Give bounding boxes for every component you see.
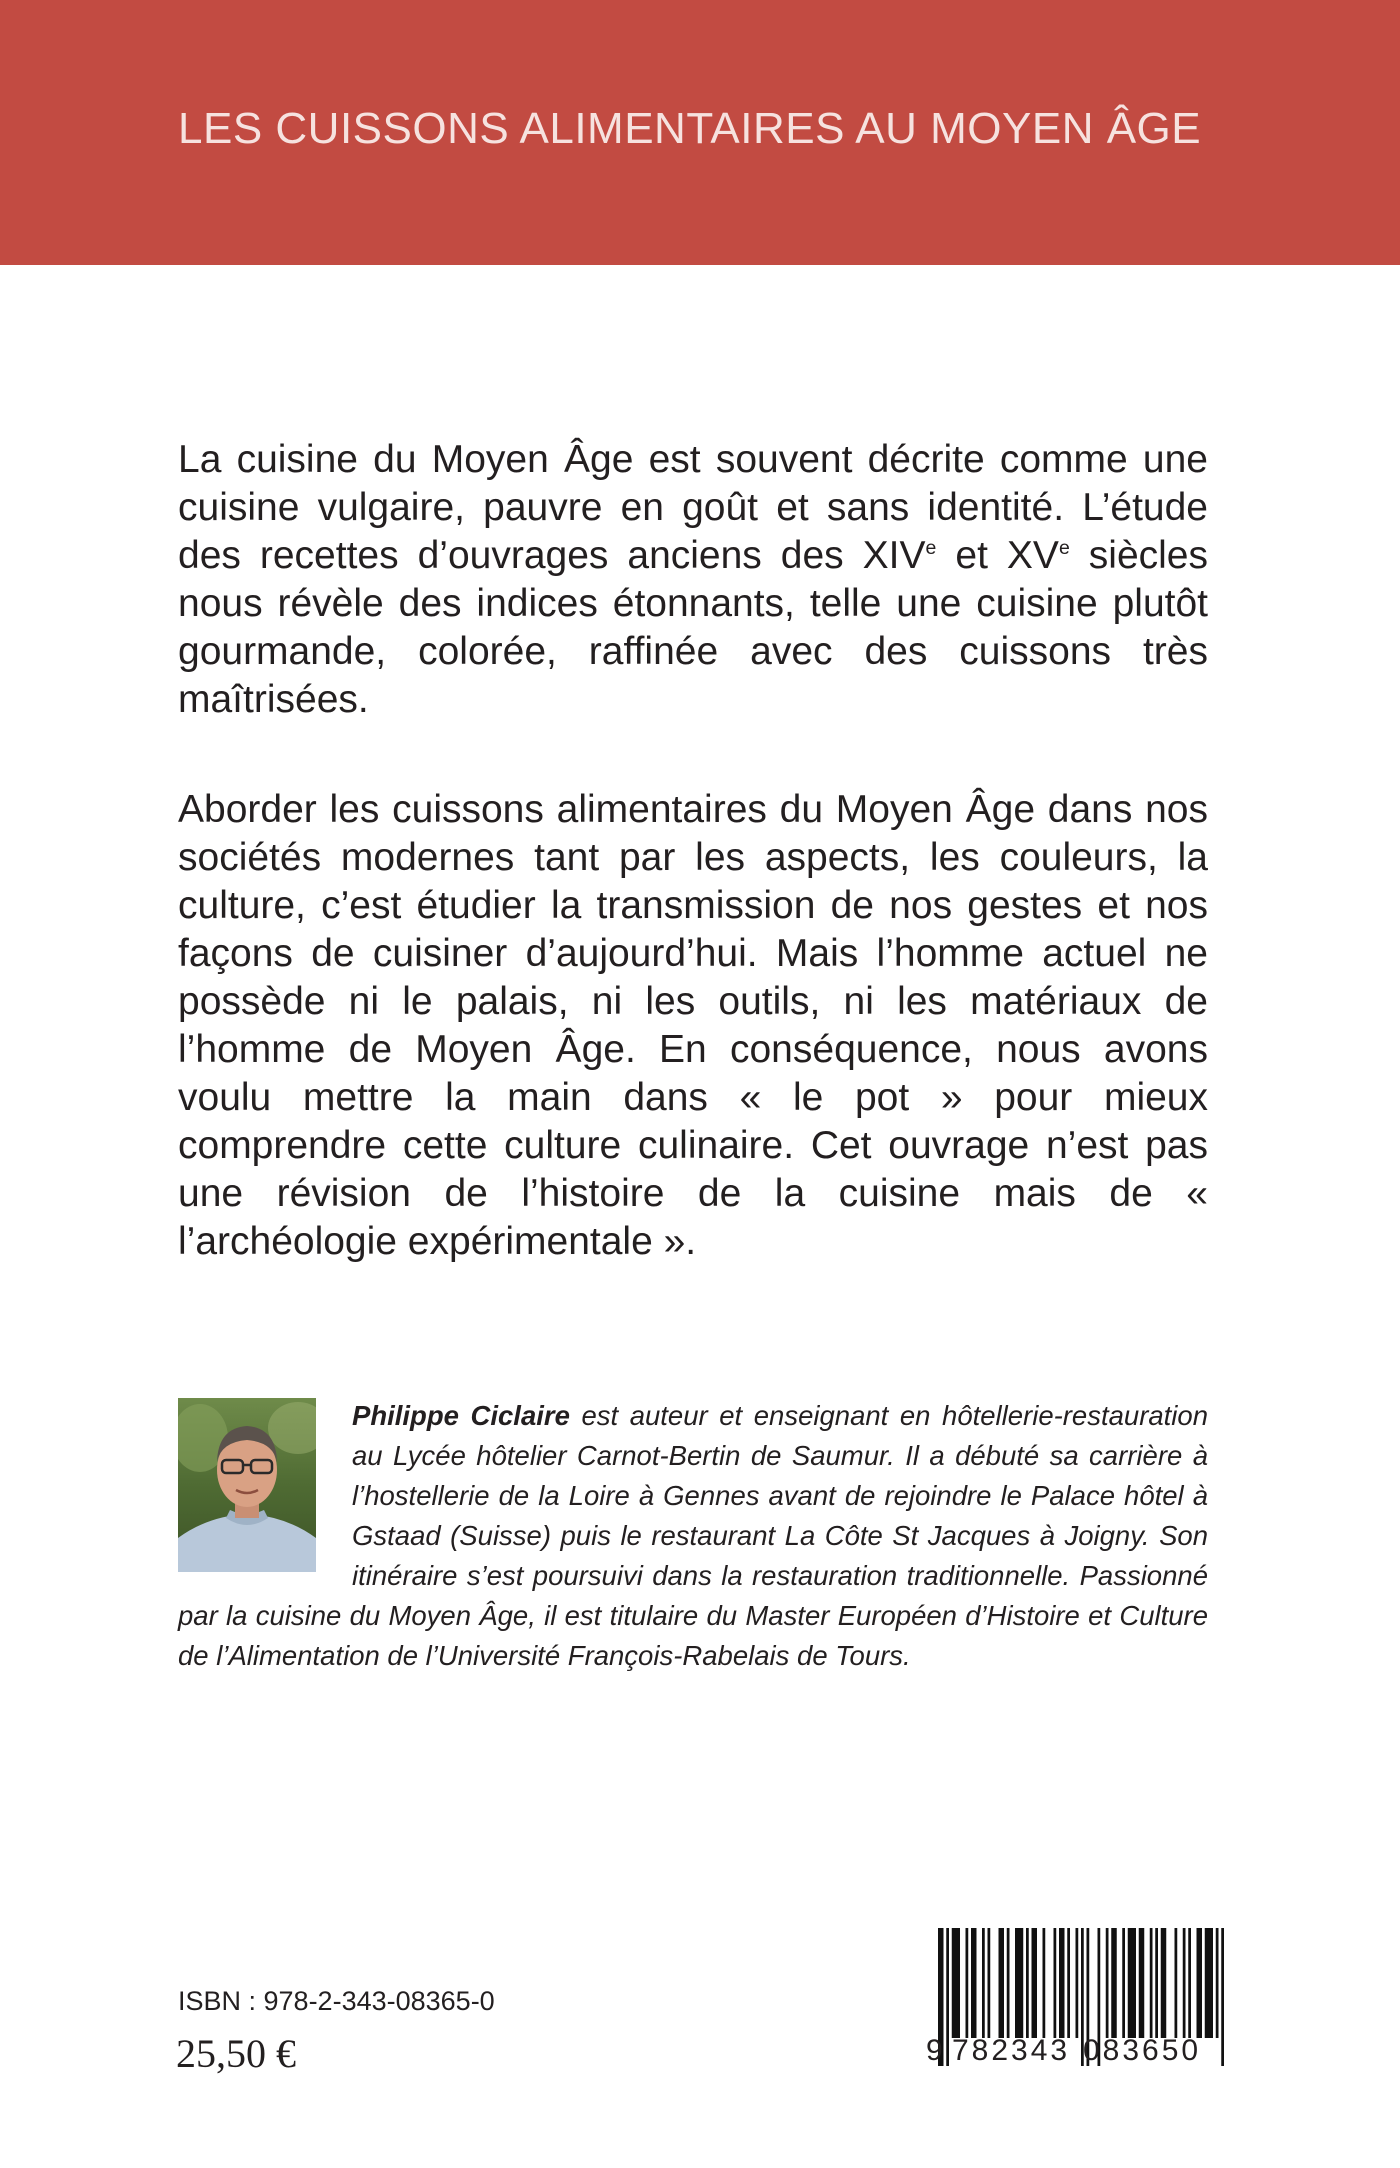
- barcode-lead-digit: 9: [926, 2034, 943, 2067]
- barcode-bar: [982, 1928, 985, 2038]
- barcode-bar: [1188, 1928, 1191, 2038]
- barcode-bar: [1183, 1928, 1186, 2038]
- blurb-text-part: siècles nous révèle des indices étonnants, telle une cuisine plutôt gourmande, colorée, raffinée avec des cuissons très maîtrisées.: [178, 534, 1208, 721]
- barcode-bar: [1155, 1928, 1158, 2038]
- barcode-bar: [966, 1928, 969, 2038]
- barcode-bar: [1111, 1928, 1117, 2038]
- barcode-bar: [971, 1928, 977, 2038]
- barcode-bar: [1161, 1928, 1167, 2038]
- barcode-bar: [1032, 1928, 1038, 2038]
- barcode-bar: [1221, 1928, 1224, 2066]
- barcode-right-group: 083650: [1083, 2034, 1202, 2067]
- blurb-text-part: et XV: [936, 534, 1059, 577]
- series-title: LES CUISSONS ALIMENTAIRES AU MOYEN ÂGE: [178, 104, 1202, 153]
- barcode-bar: [1197, 1928, 1203, 2038]
- barcode-bar: [1150, 1928, 1153, 2038]
- barcode-bar: [1015, 1928, 1023, 2038]
- barcode-bar: [999, 1928, 1005, 2038]
- barcode-bar: [1106, 1928, 1109, 2038]
- barcode-bar: [1205, 1928, 1213, 2038]
- isbn: ISBN : 978-2-343-08365-0: [178, 1986, 495, 2016]
- barcode-bar: [1059, 1928, 1065, 2038]
- author-name: Philippe Ciclaire: [352, 1400, 570, 1431]
- barcode-bar: [1043, 1928, 1046, 2038]
- barcode-bar: [1067, 1928, 1070, 2038]
- barcode-bar: [1128, 1928, 1136, 2038]
- barcode-left-group: 782343: [952, 2034, 1071, 2067]
- superscript-e: e: [925, 537, 937, 559]
- barcode-bar: [1122, 1928, 1125, 2038]
- author-bio: [178, 1396, 1208, 1676]
- barcode-bar: [1054, 1928, 1057, 2038]
- superscript-e: e: [1058, 537, 1070, 559]
- author-bio-text: est auteur et enseignant en hôtellerie-restauration au Lycée hôtelier Carnot-Bertin de Saumur. Il a débuté sa carrière à l’hostellerie de la Loire à Gennes avant de rejoindre le Palace hôtel à Gstaad (Suisse) puis le restaurant La Côte St Jacques à Joigny. Son itinéraire s’est poursuivi dans la restauration traditionnelle. Passionné par la cuisine du Moyen Âge, il est titulaire du Master Européen d’Histoire et Culture de l’Alimentation de l’Université François-Rabelais de Tours.: [178, 1400, 1208, 1671]
- barcode-bar: [1139, 1928, 1145, 2038]
- blurb-paragraph-1: [178, 436, 1208, 724]
- barcode-bar: [1026, 1928, 1029, 2038]
- barcode-bar: [1175, 1928, 1178, 2038]
- barcode-bar: [952, 1928, 960, 2038]
- barcode-bar: [1076, 1928, 1079, 2038]
- blurb-text-part: La cuisine du Moyen Âge est souvent décrite comme une cuisine vulgaire, pauvre en goût et sans identité. L’étude des recettes d’ouvrages anciens des XIV: [178, 438, 1208, 577]
- blurb-paragraph-2: Aborder les cuissons alimentaires du Moyen Âge dans nos sociétés modernes tant par les aspects, les couleurs, la culture, c’est étudier la transmission de nos gestes et nos façons de cuisiner d’aujourd’hui. Mais l’homme actuel ne possède ni le palais, ni les outils, ni les matériaux de l’homme de Moyen Âge. En conséquence, nous avons voulu mettre la main dans « le pot » pour mieux comprendre cette culture culinaire. Cet ouvrage n’est pas une révision de l’histoire de la cuisine mais de « l’archéologie expérimentale ».: [178, 788, 1208, 1263]
- price: 25,50 €: [176, 2031, 296, 2076]
- photo-space: [178, 1396, 352, 1596]
- barcode-bar: [988, 1928, 991, 2038]
- barcode-bar: [946, 1928, 949, 2066]
- barcode-bar: [1007, 1928, 1010, 2038]
- barcode-bar: [1216, 1928, 1219, 2038]
